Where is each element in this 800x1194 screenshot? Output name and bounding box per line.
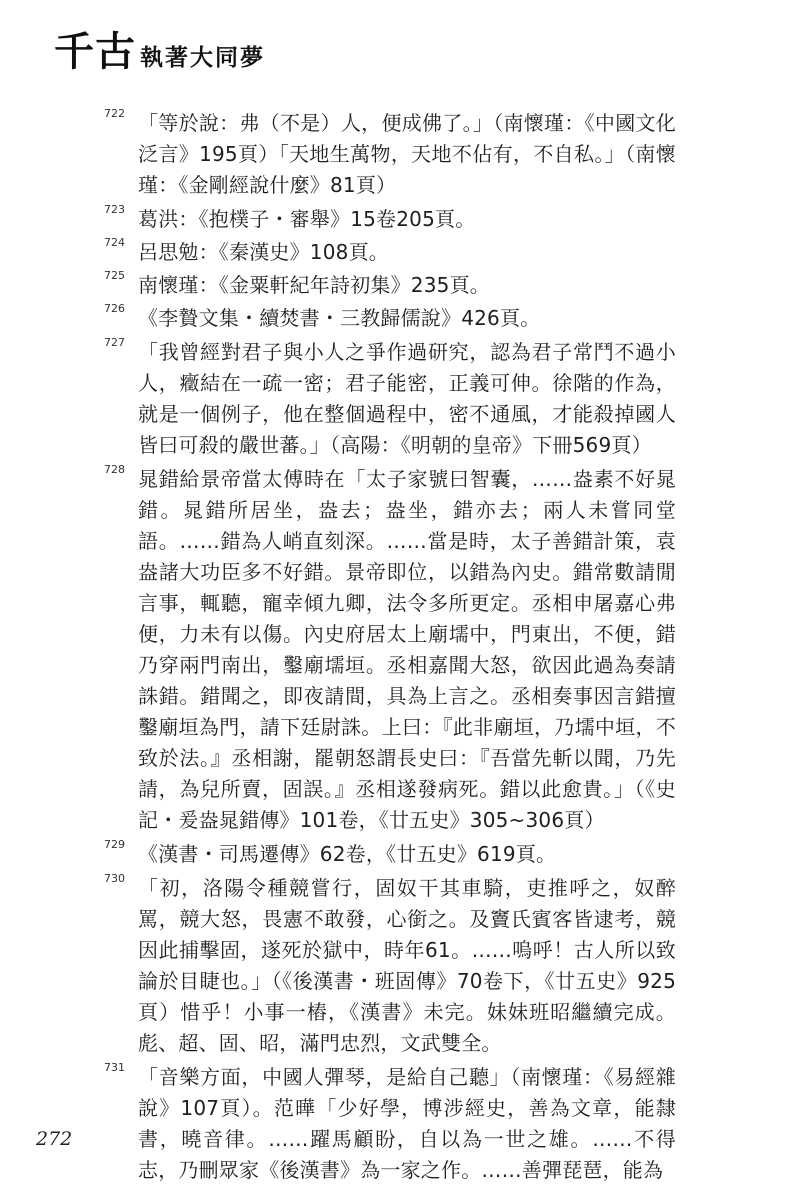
footnote-text: 「初，洛陽令種競嘗行，固奴干其車騎，吏推呼之，奴醉罵，競大怒，畏憲不敢發，心銜之。及竇氏賓客皆逮考，競因此捕擊固，遂死於獄中，時年61。……嗚呼！古人所以致論於目睫也。」（《後漢書・班固傳》70卷下，《廿五史》925頁）惜乎！小事一樁，《漢書》未完。妹妹班昭繼續完成。彪、超、固、昭，滿門忠烈，文武雙全。 — [138, 876, 676, 1055]
footnote-number: 727 — [104, 336, 125, 349]
footnote-number: 730 — [104, 872, 125, 885]
header-title-large: 千古 — [54, 28, 136, 75]
footnote-723 — [104, 204, 676, 235]
footnote-number: 725 — [104, 269, 125, 282]
footnote-text: 晁錯給景帝當太傅時在「太子家號曰智囊，……盎素不好晁錯。晁錯所居坐，盎去；盎坐，錯亦去；兩人未嘗同堂語。……錯為人峭直刻深。……當是時，太子善錯計策，袁盎諸大功臣多不好錯。景帝即位，以錯為內史。錯常數請閒言事，輒聽，寵幸傾九卿，法令多所更定。丞相申屠嘉心弗便，力未有以傷。內史府居太上廟壖中，門東出，不便，錯乃穿兩門南出，鑿廟壖垣。丞相嘉聞大怒，欲因此過為奏請誅錯。錯聞之，即夜請間，具為上言之。丞相奏事因言錯擅鑿廟垣為門，請下廷尉誅。上曰：『此非廟垣，乃壖中垣，不致於法。』丞相謝，罷朝怒謂長史曰：『吾當先斬以聞，乃先請，為兒所賣，固誤。』丞相遂發病死。錯以此愈貴。」（《史記・爰盎晁錯傳》101卷，《廿五史》305~306頁） — [138, 467, 676, 832]
footnote-list — [104, 108, 676, 1186]
footnote-text: 《李贄文集・續焚書・三教歸儒說》426頁。 — [138, 306, 541, 330]
page-number: 272 — [36, 1128, 73, 1150]
footnote-731 — [104, 1062, 676, 1186]
running-header — [54, 30, 265, 74]
footnote-number: 726 — [104, 302, 125, 315]
footnote-726 — [104, 303, 676, 334]
header-title-small: 執著大同夢 — [140, 44, 265, 71]
footnote-729 — [104, 839, 676, 870]
footnote-text: 南懷瑾：《金粟軒紀年詩初集》235頁。 — [138, 273, 490, 297]
footnote-text: 葛洪：《抱樸子・審舉》15卷205頁。 — [138, 207, 476, 231]
footnote-number: 723 — [104, 203, 125, 216]
footnote-727 — [104, 337, 676, 461]
footnote-730 — [104, 873, 676, 1059]
footnote-text: 「我曾經對君子與小人之爭作過研究，認為君子常鬥不過小人，癥結在一疏一密；君子能密，正義可伸。徐階的作為，就是一個例子，他在整個過程中，密不通風，才能殺掉國人皆曰可殺的嚴世蕃。」（高陽：《明朝的皇帝》下冊569頁） — [138, 340, 676, 457]
footnote-number: 731 — [104, 1061, 125, 1074]
footnote-724 — [104, 237, 676, 268]
footnote-number: 728 — [104, 463, 125, 476]
footnote-number: 729 — [104, 838, 125, 851]
footnote-722 — [104, 108, 676, 201]
footnote-text: 「等於說：弗（不是）人，便成佛了。」（南懷瑾：《中國文化泛言》195頁）「天地生萬物，天地不佔有，不自私。」（南懷瑾：《金剛經說什麼》81頁） — [138, 111, 676, 197]
footnote-number: 724 — [104, 236, 125, 249]
footnote-number: 722 — [104, 107, 125, 120]
footnote-text: 《漢書・司馬遷傳》62卷，《廿五史》619頁。 — [138, 842, 557, 866]
footnote-text: 呂思勉：《秦漢史》108頁。 — [138, 240, 389, 264]
footnote-728 — [104, 464, 676, 836]
footnote-text: 「音樂方面，中國人彈琴，是給自己聽」（南懷瑾：《易經雜說》107頁）。范曄「少好學，博涉經史，善為文章，能隸書，曉音律。……躍馬顧盼，自以為一世之雄。……不得志，乃刪眾家《後漢書》為一家之作。……善彈琵琶，能為 — [138, 1065, 676, 1182]
footnote-725 — [104, 270, 676, 301]
